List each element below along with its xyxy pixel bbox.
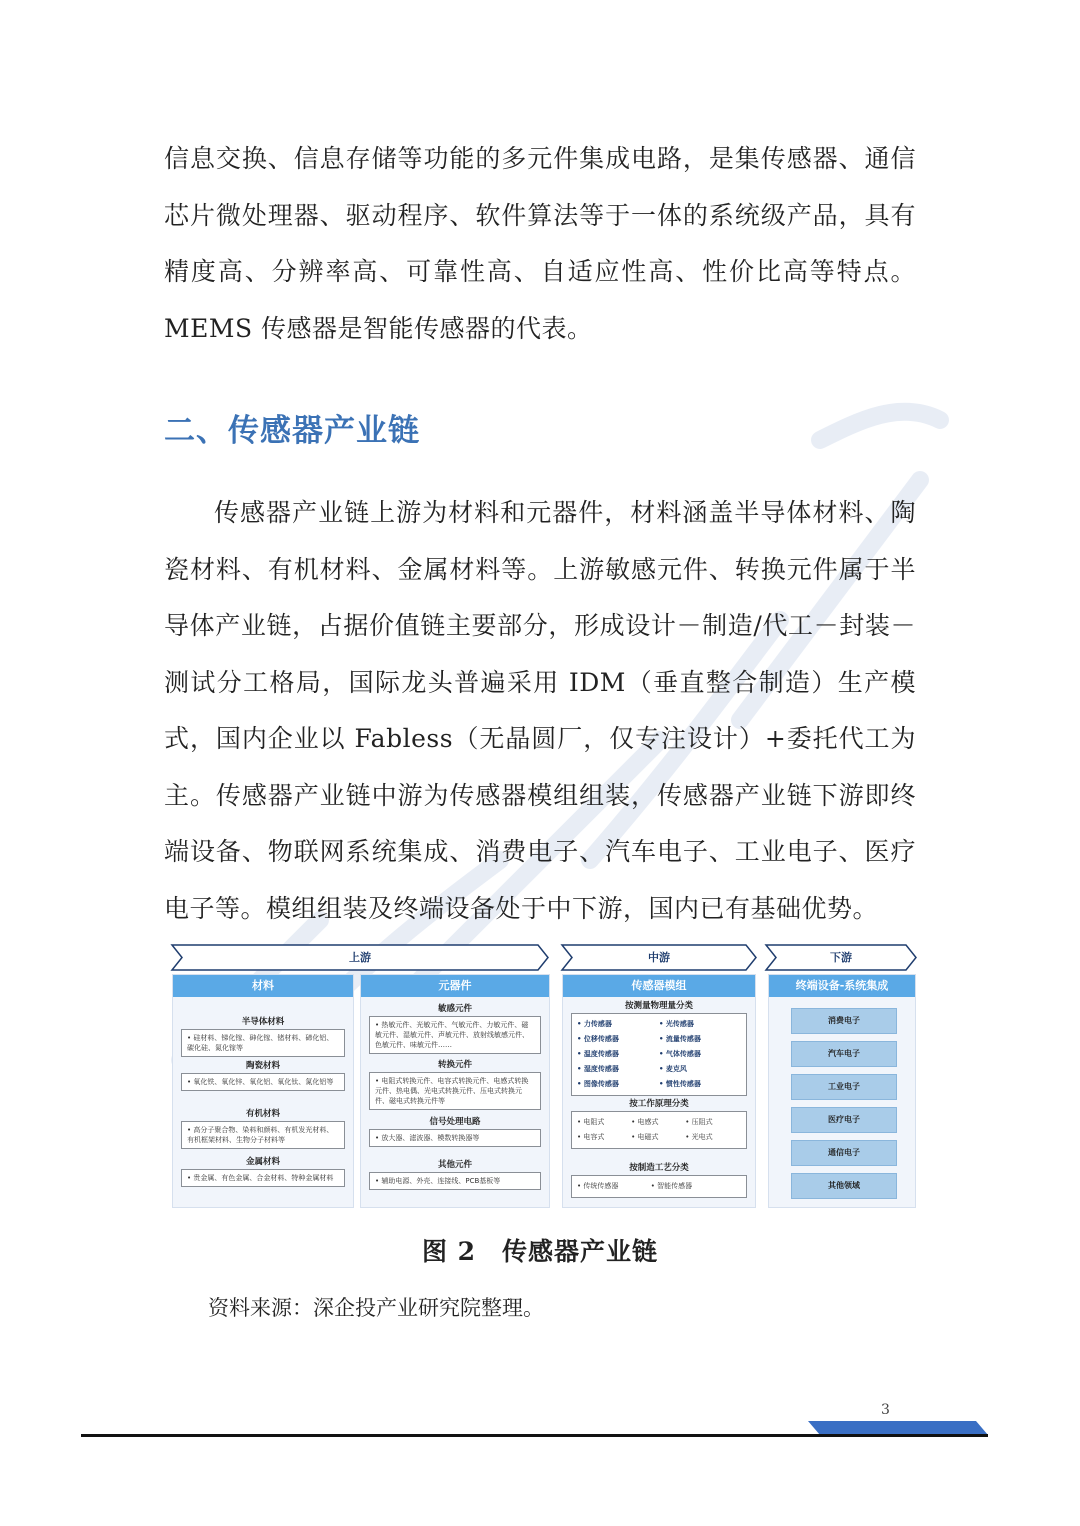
component-group: 信号处理电路 • 放大器、滤波器、模数转换器等: [369, 1115, 541, 1147]
component-group: 其他元件 • 辅助电源、外壳、连接线、PCB基板等: [369, 1158, 541, 1190]
material-group: 陶瓷材料 • 氧化铁、氧化锌、氧化铝、氧化钛、氮化铝等: [181, 1059, 345, 1091]
terminal-item: 通信电子: [791, 1140, 897, 1166]
modules-column: [562, 974, 756, 1208]
terminal-item: 汽车电子: [791, 1041, 897, 1067]
upstream-label: 上游: [349, 951, 371, 964]
downstream-label: 下游: [830, 951, 852, 964]
terminal-title: 终端设备-系统集成: [769, 975, 915, 997]
footer-accent: [808, 1421, 988, 1435]
midstream-label: 中游: [648, 951, 670, 964]
figure-caption: 图 2 传感器产业链: [421, 1237, 659, 1266]
body-paragraph: 传感器产业链上游为材料和元器件，材料涵盖半导体材料、陶瓷材料、有机材料、金属材料等。上游敏感元件、转换元件属于半导体产业链，占据价值链主要部分，形成设计－制造/代工－封装－测试分工格局，国际龙头普遍采用 IDM（垂直整合制造）生产模式，国内企业以 Fabless（无晶圆厂，仅专注设计）+委托代工为主。传感器产业链中游为传感器模组组装，传感器产业链下游即终端设备、物联网系统集成、消费电子、汽车电子、工业电子、医疗电子等。模组组装及终端设备处于中下游，国内已有基础优势。: [164, 498, 916, 923]
intro-paragraph: 信息交换、信息存储等功能的多元件集成电路，是集传感器、通信芯片微处理器、驱动程序、软件算法等于一体的系统级产品，具有精度高、分辨率高、可靠性高、自适应性高、性价比高等特点。MEMS 传感器是智能传感器的代表。: [164, 144, 916, 343]
process-classification: 按制造工艺分类 • 传统传感器 • 智能传感器: [571, 1161, 747, 1198]
industry-chain-diagram: [170, 944, 918, 1208]
terminal-column: [768, 974, 916, 1208]
midstream-arrow: [560, 944, 758, 971]
component-group: 敏感元件 • 热敏元件、光敏元件、气敏元件、力敏元件、磁敏元件、湿敏元件、声敏元件、放射线敏感元件、色敏元件、味敏元件……: [369, 1002, 541, 1054]
material-group: 金属材料 • 贵金属、有色金属、合金材料、特种金属材料: [181, 1155, 345, 1187]
page-number: 3: [881, 1402, 890, 1418]
material-group: 有机材料 • 高分子聚合物、染料和颜料、有机发光材料、有机框架材料、生物分子材料等: [181, 1107, 345, 1149]
components-column: [360, 974, 550, 1208]
section-heading: 二、传感器产业链: [164, 413, 420, 449]
terminal-item: 医疗电子: [791, 1107, 897, 1133]
principle-classification: 按工作原理分类 • 电阻式 • 电感式 • 压阻式 • 电容式 • 电磁式 • 光电式: [571, 1097, 747, 1149]
component-group: 转换元件 • 电阻式转换元件、电容式转换元件、电感式转换元件、热电偶、光电式转换元件、压电式转换元件、磁电式转换元件等: [369, 1058, 541, 1110]
downstream-arrow: [764, 944, 918, 971]
physical-classification: 按测量物理量分类 • 力传感器 • 光传感器 • 位移传感器 • 流量传感器 • 温度传感器 • 气体传感器 • 湿度传感器 • 麦克风 • 图像传感器 • 惯性传感器: [571, 999, 747, 1096]
materials-column: [172, 974, 354, 1208]
terminal-item: 其他领域: [791, 1173, 897, 1199]
material-group: 半导体材料 • 硅材料、锑化镓、砷化镓、锗材料、碲化铝、碳化硅、氮化镓等: [181, 1015, 345, 1057]
materials-title: 材料: [173, 975, 353, 997]
source-note: 资料来源：深企投产业研究院整理。: [208, 1296, 544, 1320]
terminal-item: 工业电子: [791, 1074, 897, 1100]
modules-title: 传感器模组: [563, 975, 755, 997]
components-title: 元器件: [361, 975, 549, 997]
terminal-item: 消费电子: [791, 1008, 897, 1034]
footer-rule: [81, 1434, 988, 1437]
upstream-arrow: [170, 944, 550, 971]
